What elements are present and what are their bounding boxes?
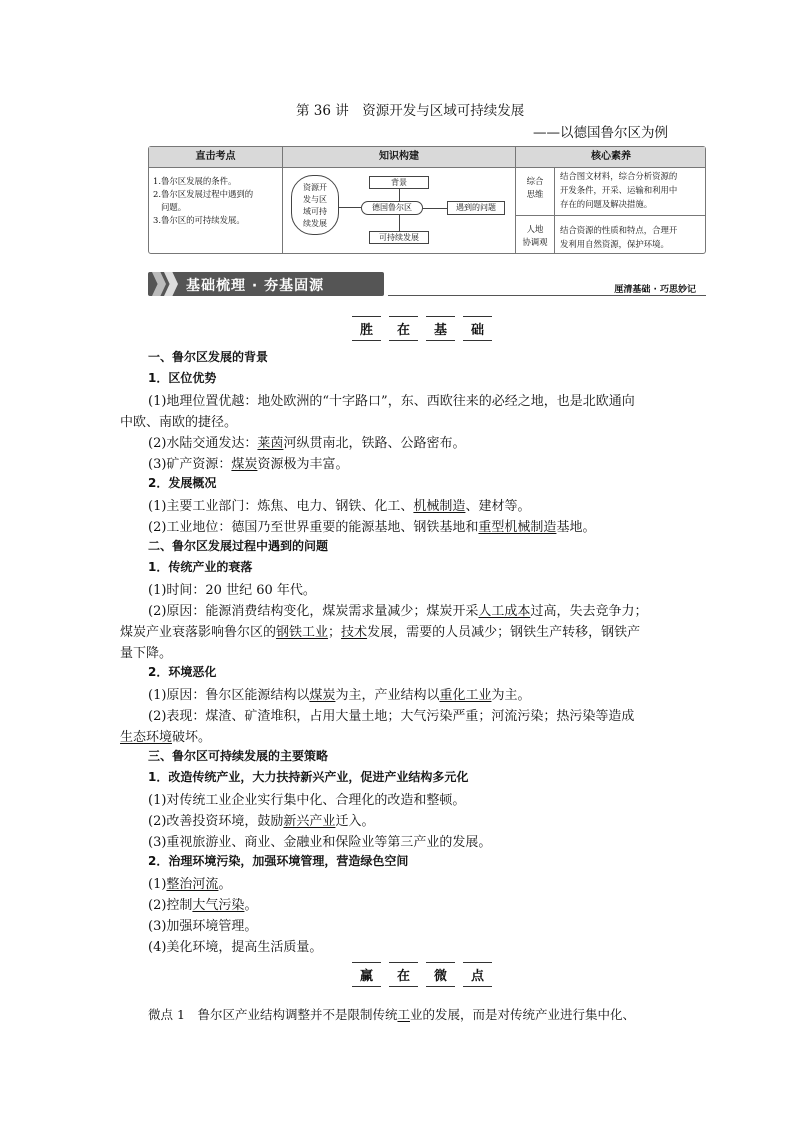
section-banner — [148, 272, 706, 298]
para: (1)对传统工业企业实行集中化、合理化的改造和整顿。 — [148, 793, 466, 808]
diagram-node-sustain: 可持续发展 — [369, 231, 429, 244]
heading-3: 三、鲁尔区可持续发展的主要策略 — [148, 749, 329, 763]
para: 中欧、南欧的捷径。 — [120, 415, 238, 430]
diagram-node-center: 德国鲁尔区 — [361, 201, 423, 215]
para: (3)重视旅游业、商业、金融业和保险业等第三产业的发展。 — [148, 835, 492, 850]
heading-3-1: 1．改造传统产业，大力扶持新兴产业，促进产业结构多元化 — [148, 770, 469, 784]
para: (2)水陆交通发达：莱茵河纵贯南北，铁路、公路密布。 — [148, 436, 466, 451]
header-points: 直击考点 — [195, 151, 236, 162]
para: (2)工业地位：德国乃至世界重要的能源基地、钢铁基地和重型机械制造基地。 — [148, 520, 596, 535]
summary-table — [148, 146, 706, 254]
header-literacy: 核心素养 — [591, 151, 631, 162]
para: (4)美化环境，提高生活质量。 — [148, 940, 323, 955]
micro-point-1: 微点 1 鲁尔区产业结构调整并不是限制传统工业的发展，而是对传统产业进行集中化、 — [148, 1007, 635, 1022]
heading-2: 二、鲁尔区发展过程中遇到的问题 — [148, 539, 329, 553]
heading-1-2: 2．发展概况 — [148, 476, 217, 490]
banner-right-text: 厘清基础 · 巧思妙记 — [614, 285, 696, 295]
para: (3)加强环境管理。 — [148, 919, 258, 934]
para: (2)表现：煤渣、矿渣堆积，占用大量土地；大气污染严重；河流污染；热污染等造成 — [148, 709, 635, 724]
para: (2)原因：能源消费结构变化，煤炭需求量减少；煤炭开采人工成本过高，失去竞争力； — [148, 604, 648, 619]
table-col-points — [149, 147, 282, 253]
heading-2-2: 2．环境恶化 — [148, 665, 217, 679]
table-col-literacy — [516, 147, 706, 253]
para: (1)地理位置优越：地处欧洲的“十字路口”，东、西欧往来的必经之地，也是北欧通向 — [148, 394, 635, 409]
section-title-basics: 胜 在 基 础 — [352, 316, 492, 341]
literacy-text-2: 结合资源的性质和特点，合理开 发利用自然资源，保护环境。 — [560, 225, 678, 249]
para: (1)时间：20 世纪 60 年代。 — [148, 583, 316, 598]
heading-1: 一、鲁尔区发展的背景 — [148, 350, 269, 364]
para: (1)原因：鲁尔区能源结构以煤炭为主，产业结构以重化工业为主。 — [148, 688, 531, 703]
page-title: 第 36 讲 资源开发与区域可持续发展 — [296, 103, 525, 119]
diagram-node-background: 背景 — [369, 176, 429, 189]
para: (2)控制大气污染。 — [148, 898, 258, 913]
para: (1)整治河流。 — [148, 877, 232, 892]
para: (1)主要工业部门：炼焦、电力、钢铁、化工、机械制造、建材等。 — [148, 499, 531, 514]
para: 煤炭产业衰落影响鲁尔区的钢铁工业；技术发展，需要的人员减少；钢铁生产转移，钢铁产 — [120, 625, 641, 640]
diagram-main-node: 资源开 发与区 域可持 续发展 — [291, 175, 339, 235]
literacy-text-1: 结合图文材料，综合分析资源的 开发条件，开采、运输和利用中 存在的问题及解决措施。 — [560, 171, 678, 209]
point-item: 3.鲁尔区的可持续发展。 — [153, 215, 245, 225]
point-item: 问题。 — [161, 202, 187, 212]
para: (3)矿产资源：煤炭资源极为丰富。 — [148, 457, 349, 472]
point-item: 2.鲁尔区发展过程中遇到的 — [153, 189, 254, 199]
section-title-micro: 赢 在 微 点 — [352, 962, 492, 987]
diagram-node-problems: 遇到的问题 — [447, 201, 505, 215]
heading-1-1: 1．区位优势 — [148, 371, 217, 385]
para: 生态环境破坏。 — [120, 730, 212, 745]
heading-2-1: 1．传统产业的衰落 — [148, 560, 253, 574]
para: (2)改善投资环境，鼓励新兴产业迁入。 — [148, 814, 375, 829]
para: 量下降。 — [120, 646, 173, 661]
heading-3-2: 2．治理环境污染，加强环境管理，营造绿色空间 — [148, 854, 409, 868]
points-list — [153, 175, 253, 227]
page-subtitle: ——以德国鲁尔区为例 — [533, 125, 668, 141]
header-diagram: 知识构建 — [379, 151, 419, 162]
banner-label: 基础梳理 · 夯基固源 — [186, 278, 325, 294]
table-col-diagram — [283, 147, 515, 253]
literacy-name-2: 人地 协调观 — [522, 224, 548, 247]
point-item: 1.鲁尔区发展的条件。 — [153, 176, 237, 186]
literacy-name-1: 综合 思维 — [526, 176, 544, 199]
